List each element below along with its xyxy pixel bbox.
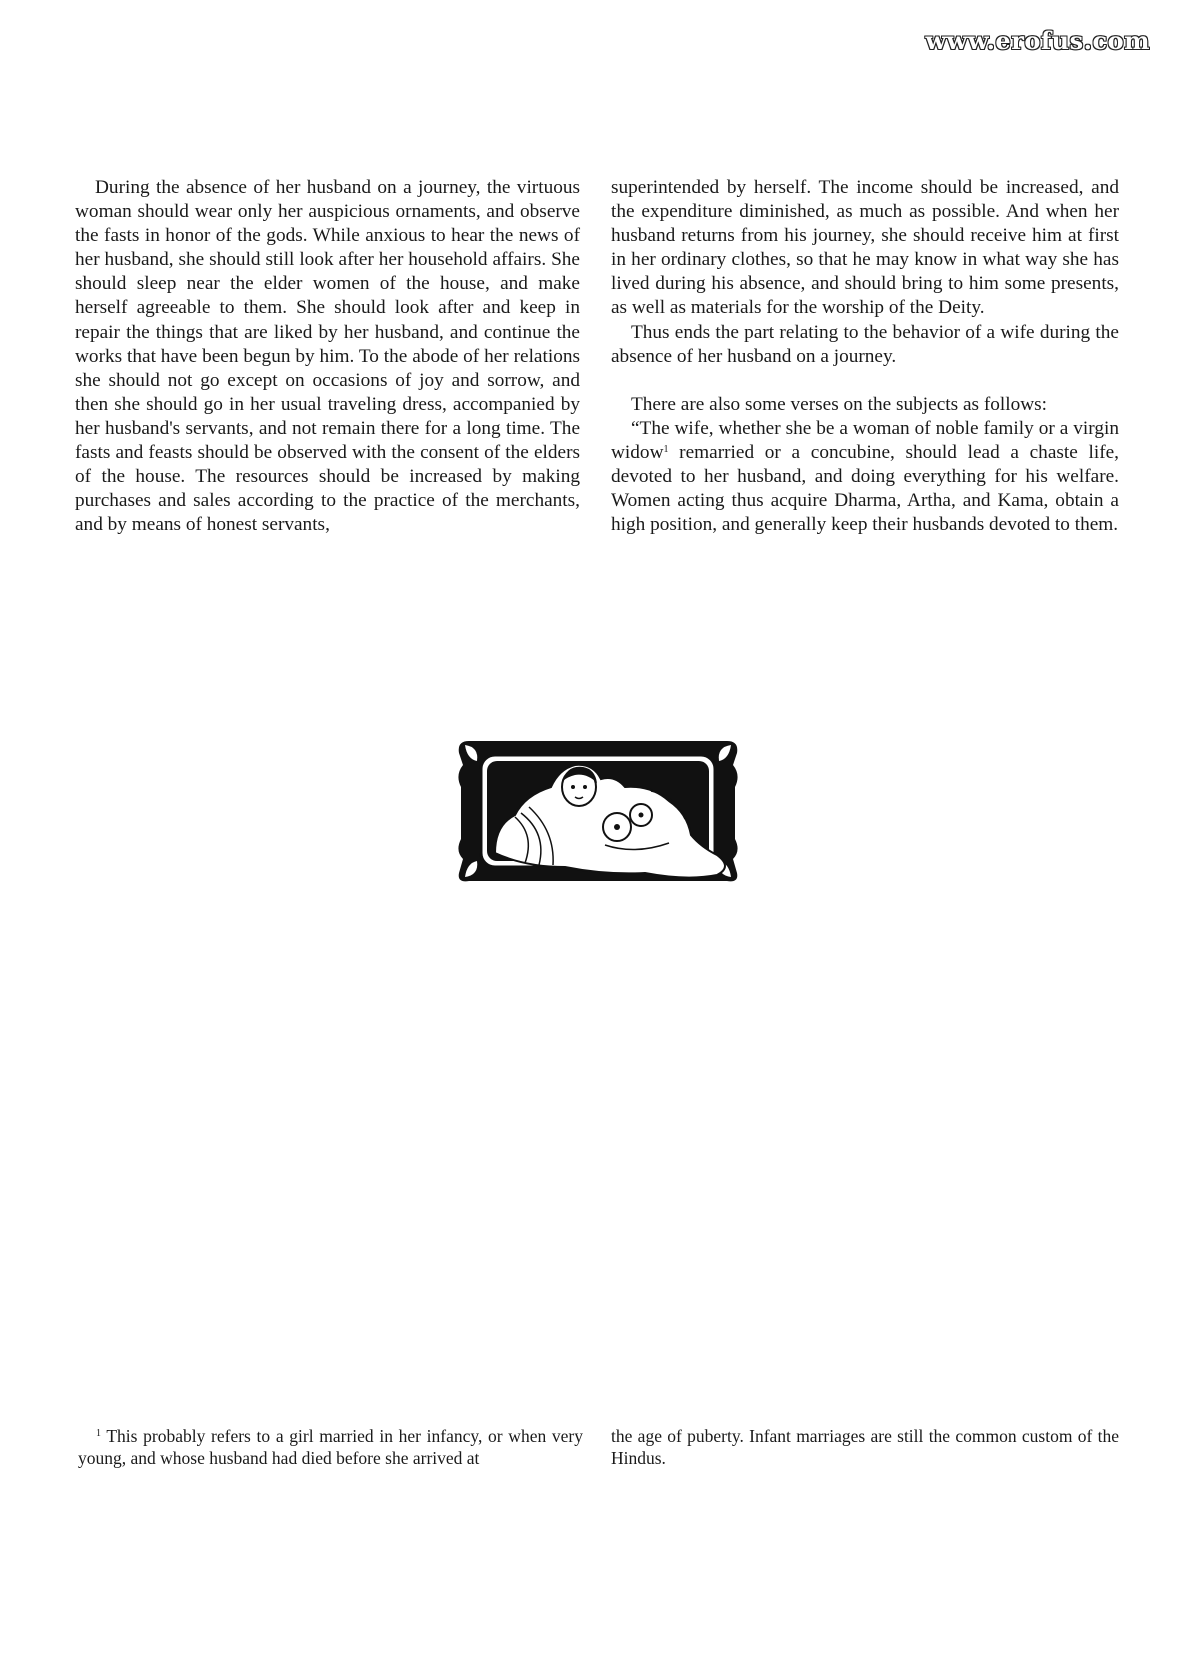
ornamental-vignette-illustration <box>455 735 741 887</box>
footnote-left <box>78 1425 583 1469</box>
left-column <box>75 176 580 537</box>
paragraph-spacer <box>611 369 1119 393</box>
body-paragraph: superintended by herself. The income should be increased, and the expenditure diminished, as much as possible. And when her husband returns from his journey, she should receive him at first in her ordinary clothes, so that he may know in what way she has lived during his absence, and should bring to him some presents, as well as materials for the worship of the Deity. <box>611 177 1119 319</box>
verse-text: remarried or a concubine, should lead a chaste life, devoted to her husband, and doing everything for his welfare. Women acting thus acquire Dharma, Artha, and Kama, obtain a high position, and generally keep their husbands devoted to them. <box>611 441 1119 536</box>
footnote-text <box>78 1425 583 1469</box>
footnote-body: This probably refers to a girl married in her infancy, or when very young, and whose husband had died before she arrived at <box>78 1426 583 1468</box>
footnote-reference: 1 <box>663 443 669 455</box>
body-paragraph: Thus ends the part relating to the behavior of a wife during the absence of her husband on a journey. <box>611 321 1119 367</box>
footnote-right <box>611 1425 1119 1469</box>
body-paragraph: There are also some verses on the subjects as follows: <box>631 393 1048 415</box>
footnote-marker: 1 <box>96 1428 101 1439</box>
right-column <box>611 176 1119 537</box>
footnote-text: the age of puberty. Infant marriages are still the common custom of the Hindus. <box>611 1426 1119 1468</box>
watermark: www.erofus.com <box>925 26 1150 55</box>
verse-text: “The wife, whether she be a woman of noble family or a virgin widow <box>611 417 1119 463</box>
body-paragraph: During the absence of her husband on a journey, the virtuous woman should wear only her auspicious ornaments, and observe the fasts in honor of the gods. While anxious to hear the news of her husband, she should still look after her household affairs. She should sleep near the elder women of the house, and make herself agreeable to them. She should look after and keep in repair the things that are liked by her husband, and continue the works that have been begun by him. To the abode of her relations she should not go except on occasions of joy and sorrow, and then she should go in her usual traveling dress, accompanied by her husband's servants, and not remain there for a long time. The fasts and feasts should be observed with the consent of the elders of the house. The resources should be increased by making purchases and sales according to the practice of the merchants, and by means of honest servants, <box>75 177 580 536</box>
verse-paragraph <box>611 417 1119 537</box>
